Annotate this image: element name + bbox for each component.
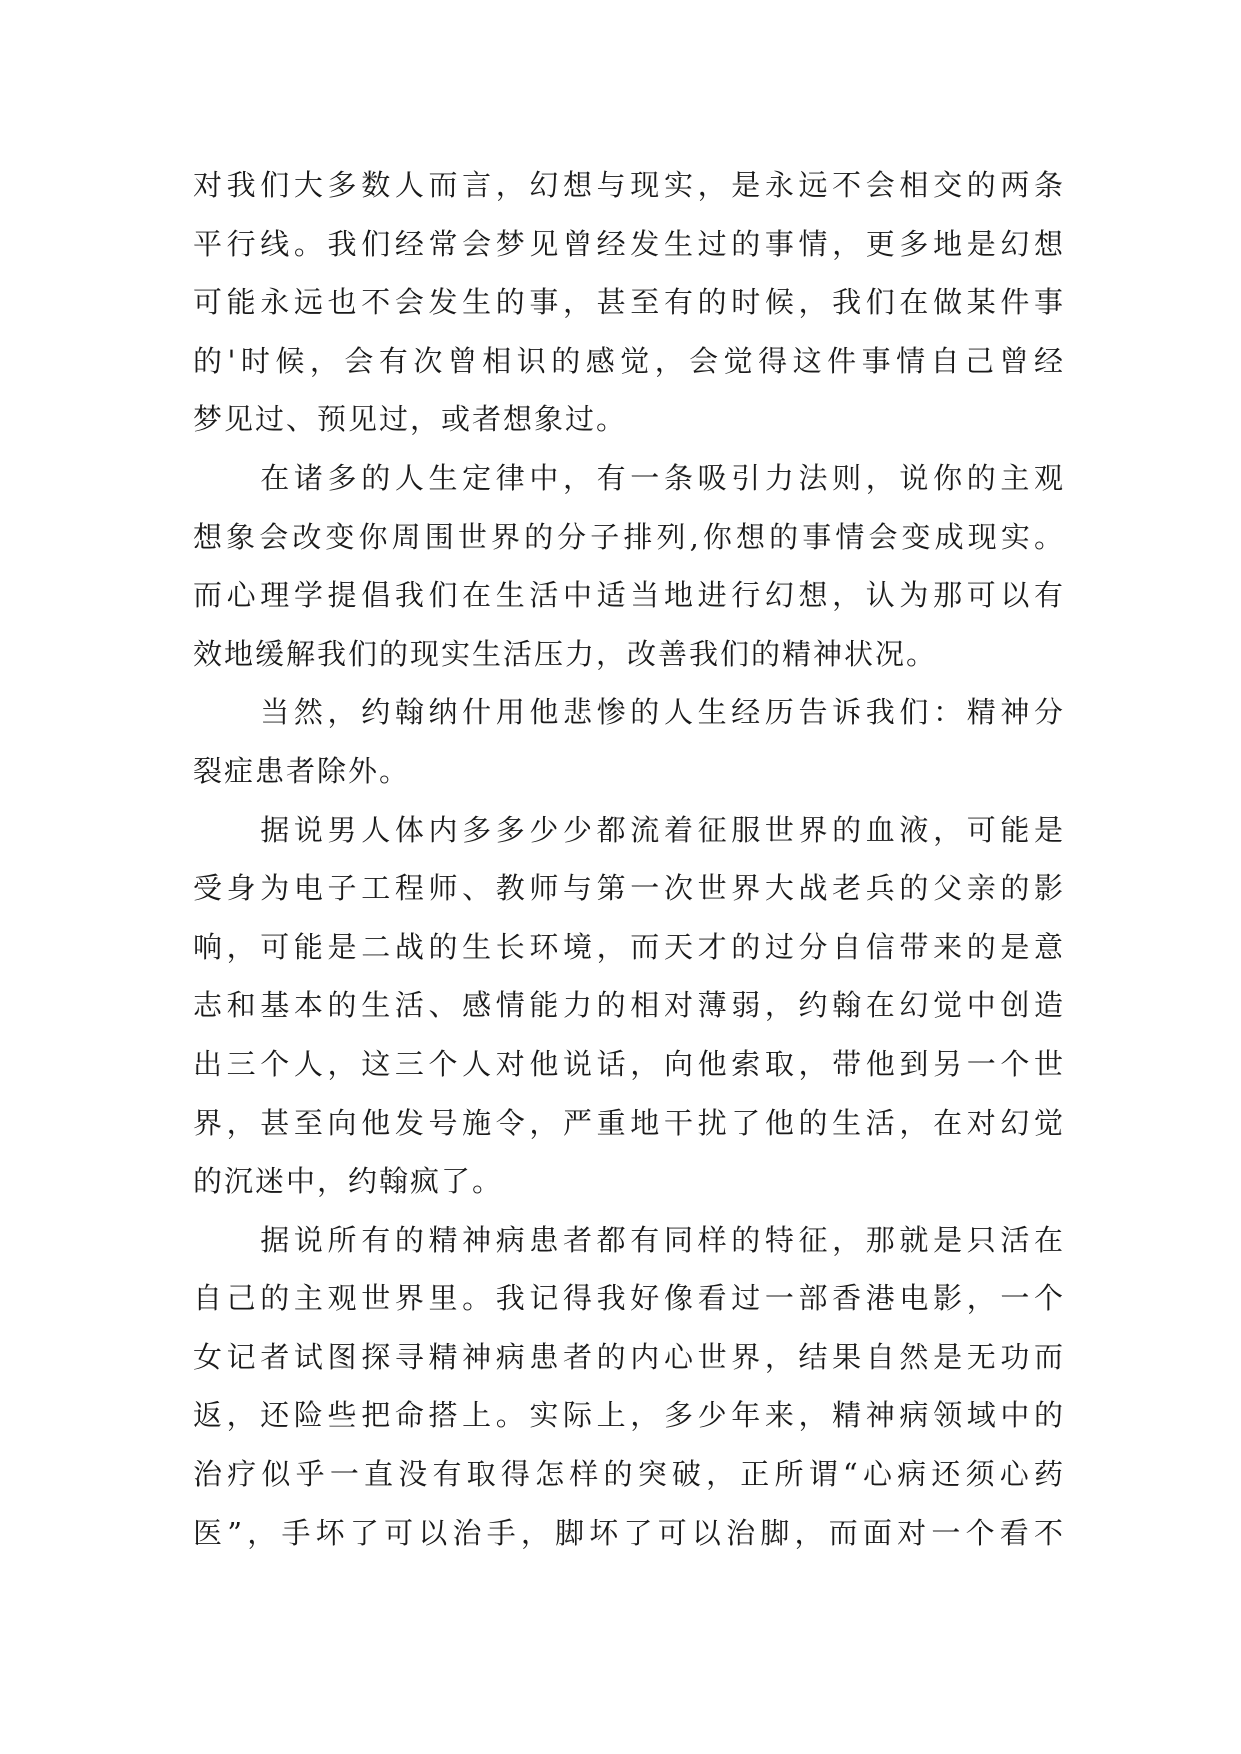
text-line: 志和基本的生活、感情能力的相对薄弱，约翰在幻觉中创造 bbox=[193, 988, 1065, 1023]
text-line: 界，甚至向他发号施令，严重地干扰了他的生活，在对幻觉 bbox=[193, 1105, 1065, 1140]
text-line: 出三个人，这三个人对他说话，向他索取，带他到另一个世 bbox=[193, 1046, 1065, 1081]
text-line: 的沉迷中，约翰疯了。 bbox=[193, 1164, 504, 1199]
text-line: 受身为电子工程师、教师与第一次世界大战老兵的父亲的影 bbox=[193, 871, 1065, 906]
text-line: 据说所有的精神病患者都有同样的特征，那就是只活在 bbox=[193, 1222, 1065, 1257]
paragraph-4 bbox=[193, 801, 1065, 1211]
text-line: 返，还险些把命搭上。实际上，多少年来，精神病领域中的 bbox=[193, 1398, 1065, 1433]
text-line: 而心理学提倡我们在生活中适当地进行幻想，认为那可以有 bbox=[193, 578, 1065, 613]
text-line: 治疗似乎一直没有取得怎样的突破，正所谓“心病还须心药 bbox=[193, 1457, 1065, 1492]
text-line: 响，可能是二战的生长环境，而天才的过分自信带来的是意 bbox=[193, 929, 1065, 964]
text-line: 当然，约翰纳什用他悲惨的人生经历告诉我们：精神分 bbox=[193, 695, 1065, 730]
text-line: 的'时候，会有次曾相识的感觉，会觉得这件事情自己曾经 bbox=[193, 343, 1065, 378]
paragraph-3 bbox=[193, 683, 1065, 800]
text-line: 裂症患者除外。 bbox=[193, 753, 411, 788]
paragraph-5 bbox=[193, 1211, 1065, 1563]
text-line: 对我们大多数人而言，幻想与现实，是永远不会相交的两条 bbox=[193, 168, 1065, 202]
text-line: 效地缓解我们的现实生活压力，改善我们的精神状况。 bbox=[193, 636, 938, 671]
text-line: 据说男人体内多多少少都流着征服世界的血液，可能是 bbox=[193, 812, 1065, 847]
document-body bbox=[193, 156, 1065, 1562]
text-line: 医”，手坏了可以治手，脚坏了可以治脚，而面对一个看不 bbox=[193, 1515, 1065, 1550]
text-line: 自己的主观世界里。我记得我好像看过一部香港电影，一个 bbox=[193, 1281, 1065, 1316]
text-line: 在诸多的人生定律中，有一条吸引力法则，说你的主观 bbox=[193, 460, 1065, 495]
text-line: 梦见过、预见过，或者想象过。 bbox=[193, 402, 628, 437]
text-line: 可能永远也不会发生的事，甚至有的时候，我们在做某件事 bbox=[193, 285, 1065, 320]
text-line: 平行线。我们经常会梦见曾经发生过的事情，更多地是幻想 bbox=[193, 226, 1065, 261]
text-line: 想象会改变你周围世界的分子排列,你想的事情会变成现实。 bbox=[193, 519, 1065, 554]
paragraph-1 bbox=[193, 156, 1065, 449]
paragraph-2 bbox=[193, 449, 1065, 683]
text-line: 女记者试图探寻精神病患者的内心世界，结果自然是无功而 bbox=[193, 1339, 1065, 1374]
